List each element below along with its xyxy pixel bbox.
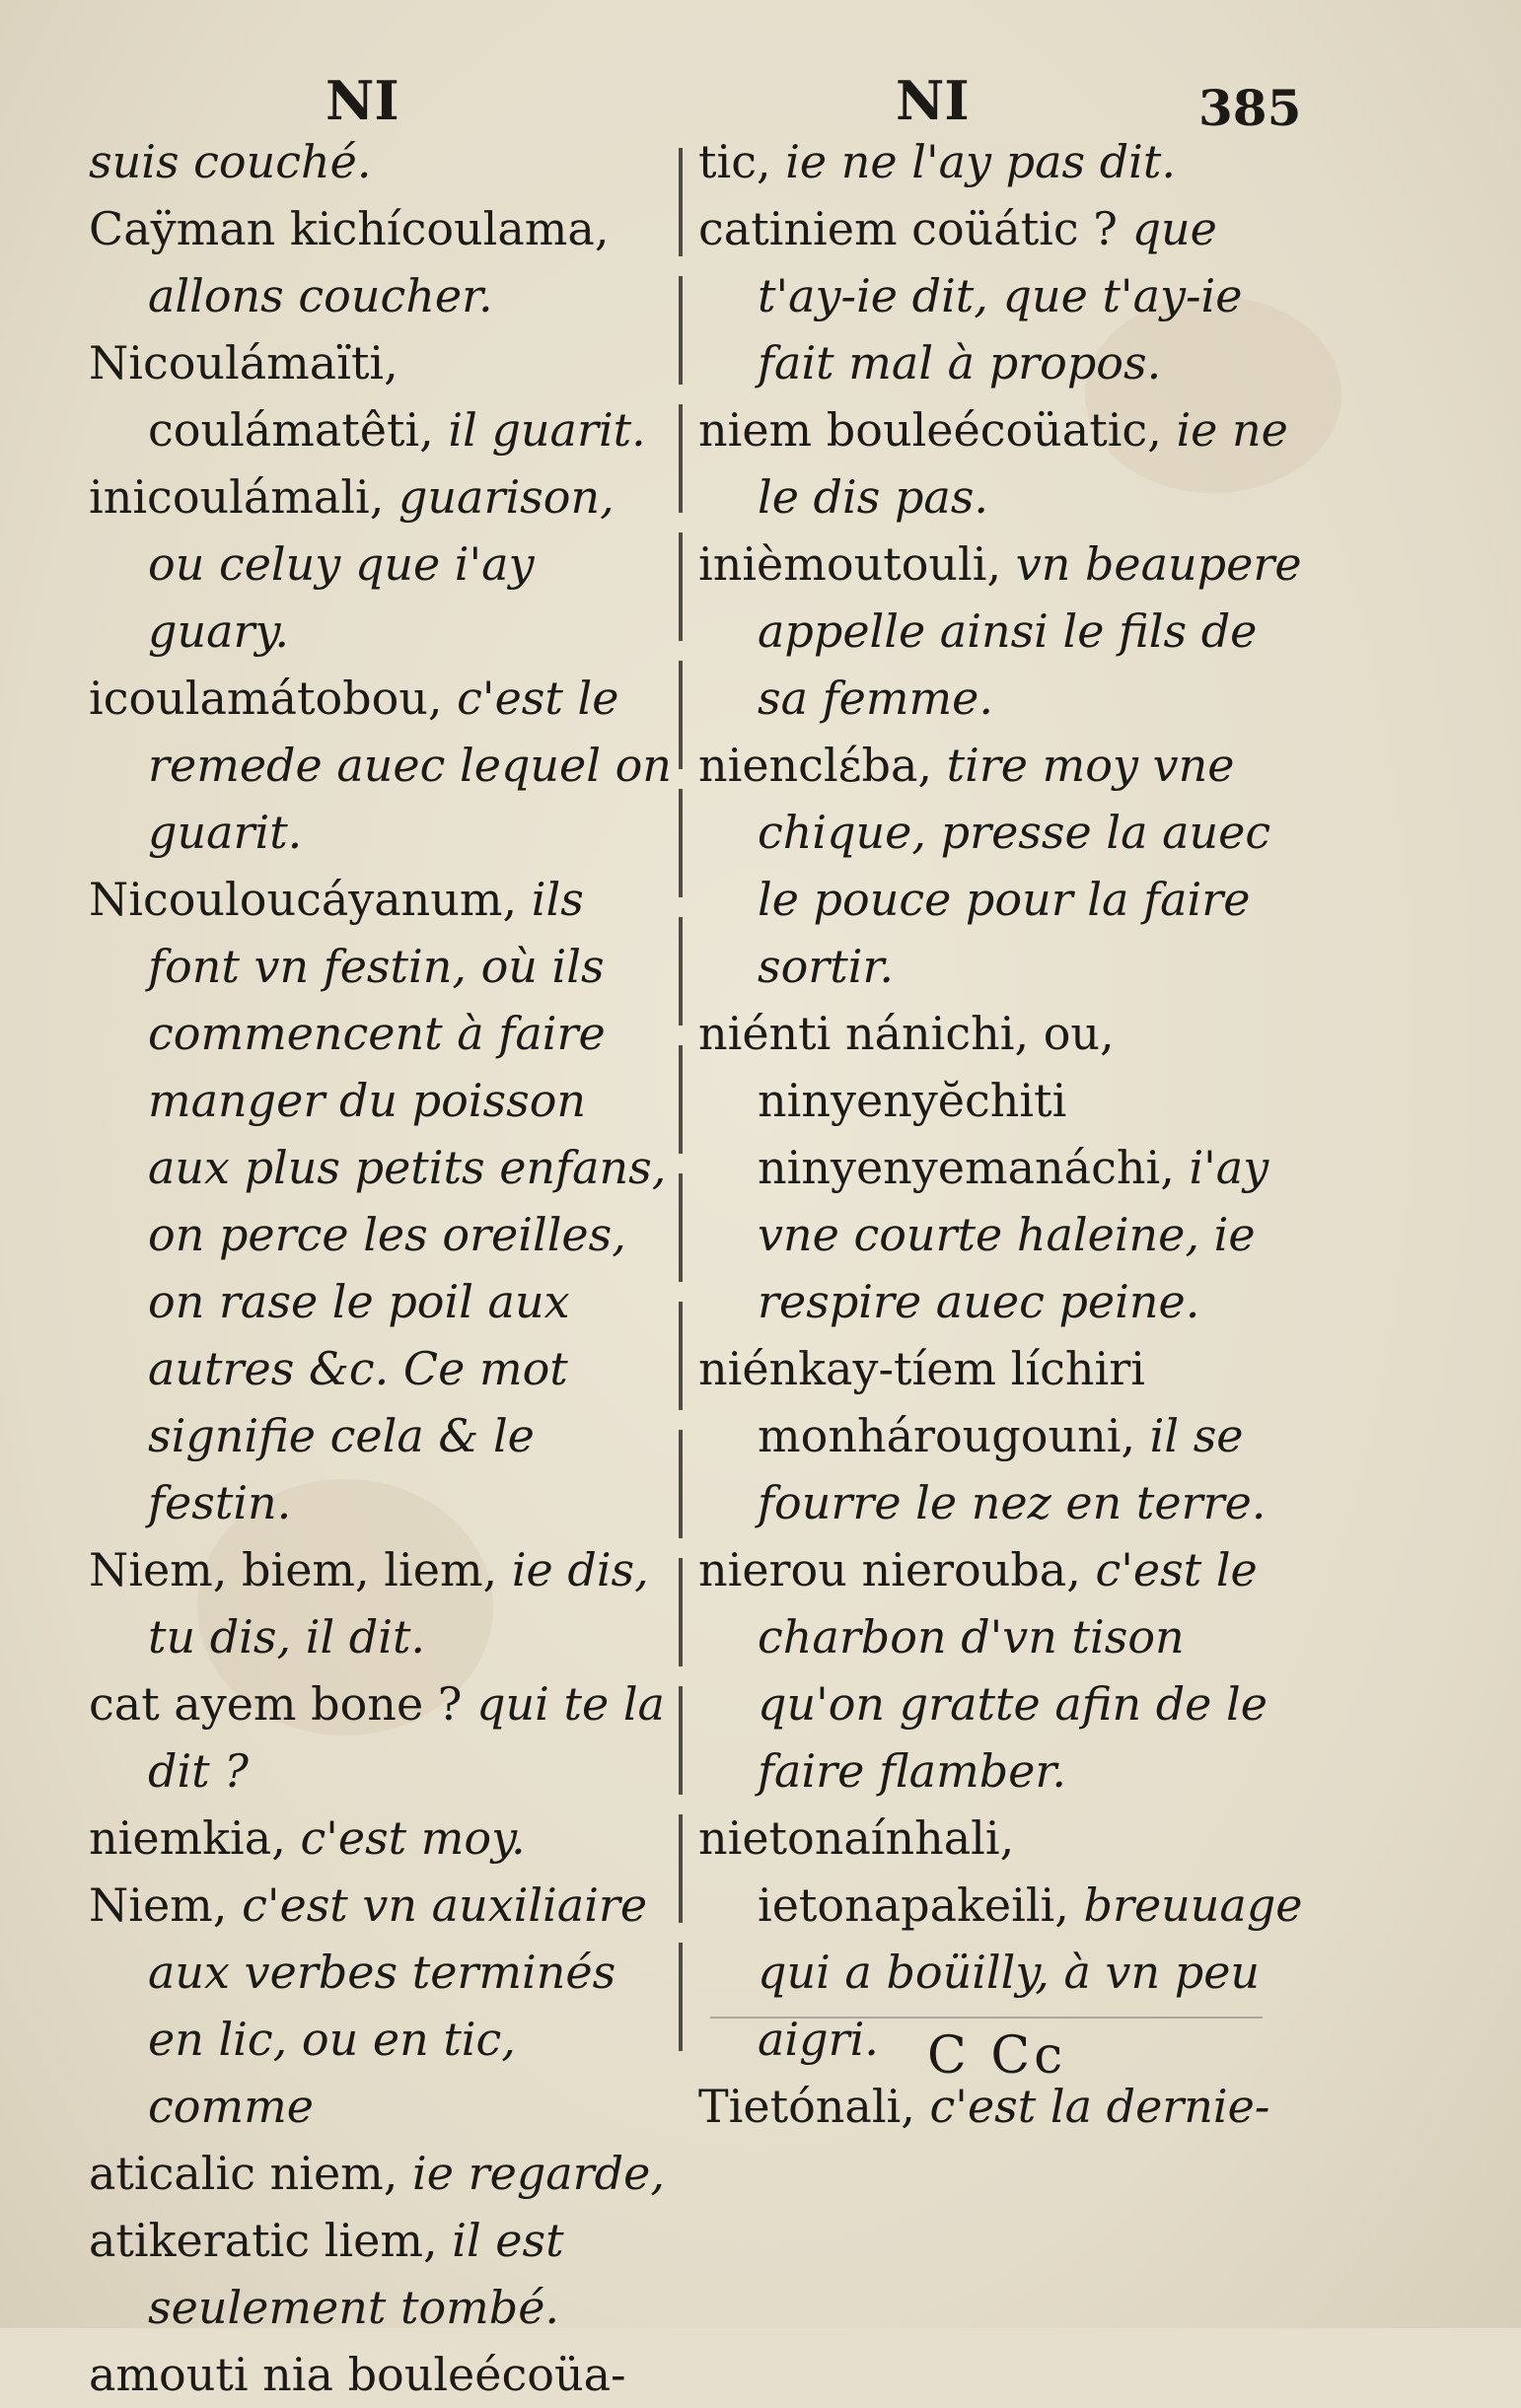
dictionary-entry [89, 866, 681, 1536]
dictionary-entry [698, 531, 1310, 732]
dictionary-entry [89, 1805, 681, 1872]
definition: que t'ay-ie dit, que t'ay-ie fait mal à propos. [758, 202, 1243, 390]
headword: niénti nánichi, ou, ninyenyĕchiti ninyenyemanáchi, [698, 1007, 1175, 1194]
left-column [89, 128, 681, 2408]
definition: ie ne le dis pas. [758, 403, 1288, 524]
left-running-head: NI [326, 69, 399, 132]
definition: guarison, ou celuy que i'ay guary. [148, 470, 615, 658]
definition: vn beaupere appelle ainsi le fils de sa femme. [758, 537, 1302, 725]
dictionary-entry [698, 195, 1310, 396]
definition: c'est vn auxiliaire aux verbes terminés en lic, ou en tic, comme [148, 1878, 648, 2133]
dictionary-entry [698, 1335, 1310, 1536]
headword: inièmoutouli, [698, 537, 1002, 591]
definition: c'est le charbon d'vn tison qu'on gratte afin de le faire flamber. [758, 1543, 1268, 1798]
dictionary-entry [698, 1000, 1310, 1335]
column-divider [679, 148, 683, 2051]
headword: catiniem coüátic ? [698, 202, 1118, 255]
headword: inicoulámali, [89, 470, 385, 524]
dictionary-entry [89, 2207, 681, 2341]
definition: ils font vn festin, où ils commencent à faire manger du poisson aux plus petits enfans, on perce les oreilles, on rase le poil aux autres &c. Ce mot signifie cela & le festin. [148, 873, 667, 1529]
dictionary-entry [89, 128, 681, 195]
definition: c'est moy. [300, 1811, 526, 1865]
definition: il guarit. [448, 403, 646, 457]
headword: niénkay-tíem líchiri monhárougouni, [698, 1342, 1145, 1462]
dictionary-entry [89, 665, 681, 866]
headword: Nicoulámaïti, coulámatêti, [89, 336, 434, 457]
dictionary-entry [698, 1536, 1310, 1805]
dictionary-entry [89, 1536, 681, 1670]
definition: breuuage qui a boüilly, à vn peu aigri. [758, 1878, 1303, 2066]
headword: cat ayem bone ? [89, 1677, 463, 1731]
dictionary-entry [89, 329, 681, 463]
headword: amouti nia bouleécoüa- [89, 2348, 626, 2401]
headword: niem bouleécoüatic, [698, 403, 1162, 457]
signature-mark: C Cc [927, 2026, 1067, 2086]
headword: Niem, biem, liem, [89, 1543, 498, 1596]
headword: nierou nierouba, [698, 1543, 1081, 1596]
headword: icoulamátobou, [89, 672, 443, 725]
headword: niemkia, [89, 1811, 286, 1865]
headword: tic, [698, 135, 771, 188]
dictionary-entry [89, 195, 681, 329]
dictionary-entry [89, 1670, 681, 1805]
dictionary-entry [698, 128, 1310, 195]
definition: c'est la dernie- [929, 2080, 1270, 2133]
definition: qui te la dit ? [148, 1677, 665, 1798]
definition: tire moy vne chique, presse la auec le pouce pour la faire sortir. [758, 739, 1271, 993]
headword: nienclέba, [698, 739, 932, 792]
right-column [698, 128, 1310, 2140]
headword: nietonaínhali, ietonapakeili, [698, 1811, 1069, 1932]
definition: il est seulement tombé. [148, 2214, 564, 2334]
footer-rule [710, 2017, 1263, 2018]
headword: Nicouloucáyanum, [89, 873, 518, 926]
definition: il se fourre le nez en terre. [758, 1409, 1267, 1529]
definition: i'ay vne courte haleine, ie respire auec peine. [758, 1141, 1269, 1328]
definition: suis couché. [89, 135, 372, 188]
dictionary-entry [89, 2341, 681, 2408]
page-number: 385 [1198, 79, 1302, 137]
dictionary-entry [698, 732, 1310, 1000]
definition: ie ne l'ay pas dit. [785, 135, 1177, 188]
definition: ie dis, tu dis, il dit. [148, 1543, 649, 1664]
headword: Tietónali, [698, 2080, 915, 2133]
dictionary-entry [698, 396, 1310, 531]
dictionary-entry [89, 463, 681, 665]
definition: c'est le remede auec lequel on guarit. [148, 672, 672, 859]
headword: Niem, [89, 1878, 228, 1932]
headword: Caÿman kichícoulama, [89, 202, 610, 255]
definition: ie regarde, [412, 2147, 665, 2200]
dictionary-entry [89, 1872, 681, 2140]
right-running-head: NI [896, 69, 970, 132]
dictionary-entry [89, 2140, 681, 2207]
definition: allons coucher. [148, 269, 493, 322]
headword: aticalic niem, [89, 2147, 398, 2200]
headword: atikeratic liem, [89, 2214, 438, 2267]
